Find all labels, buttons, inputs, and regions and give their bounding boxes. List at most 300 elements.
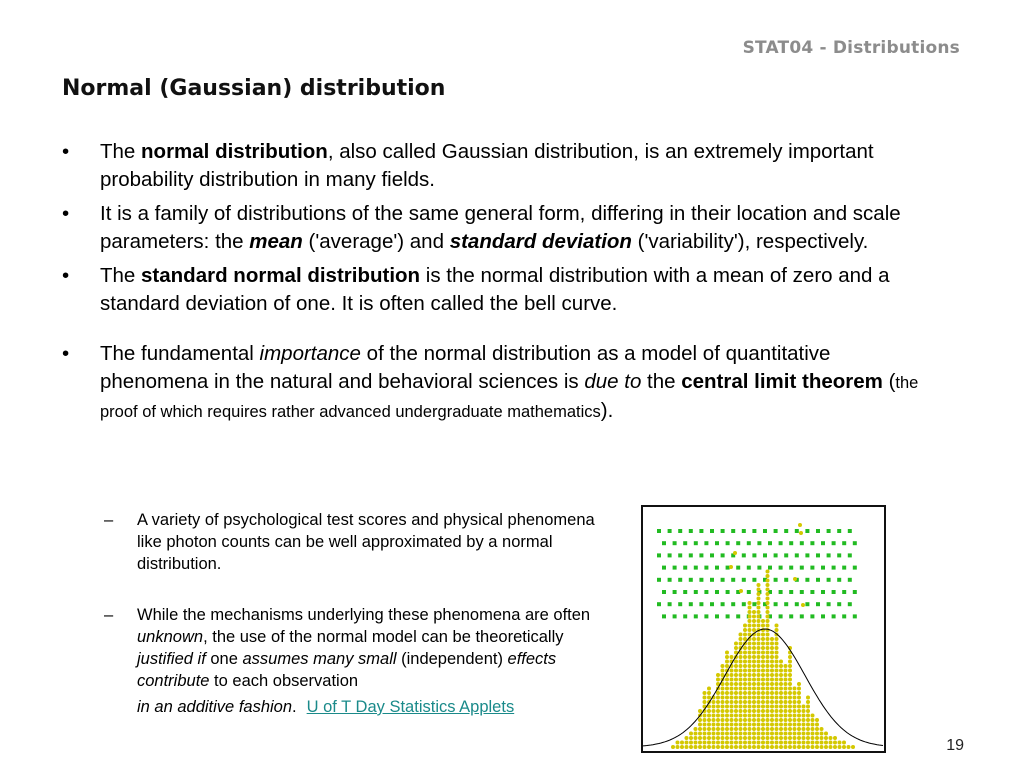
stacked-ball	[766, 624, 770, 628]
stacked-ball	[833, 741, 837, 745]
stacked-ball	[707, 727, 711, 731]
stacked-ball	[766, 570, 770, 574]
stacked-ball	[766, 606, 770, 610]
stacked-ball	[752, 691, 756, 695]
stacked-ball	[775, 736, 779, 740]
peg-dot	[810, 566, 814, 570]
stacked-ball	[811, 723, 815, 727]
stacked-ball	[676, 741, 680, 745]
stacked-ball	[748, 687, 752, 691]
stacked-ball	[703, 727, 707, 731]
stacked-ball	[748, 691, 752, 695]
stacked-ball	[779, 736, 783, 740]
stacked-ball	[788, 664, 792, 668]
stacked-ball	[748, 655, 752, 659]
stacked-ball	[788, 682, 792, 686]
statistics-applets-link[interactable]: U of T Day Statistics Applets	[306, 698, 515, 716]
peg-dot	[832, 541, 836, 545]
bullet-text: the	[641, 370, 682, 393]
stacked-ball	[725, 682, 729, 686]
stacked-ball	[730, 723, 734, 727]
stacked-ball	[757, 583, 761, 587]
stacked-ball	[721, 691, 725, 695]
stacked-ball	[703, 700, 707, 704]
stacked-ball	[748, 628, 752, 632]
stacked-ball	[698, 709, 702, 713]
stacked-ball	[766, 736, 770, 740]
stacked-ball	[766, 727, 770, 731]
stacked-ball	[703, 723, 707, 727]
stacked-ball	[797, 714, 801, 718]
peg-dot	[842, 590, 846, 594]
stacked-ball	[770, 718, 774, 722]
stacked-ball	[788, 691, 792, 695]
peg-dot	[784, 602, 788, 606]
stacked-ball	[752, 655, 756, 659]
stacked-ball	[779, 727, 783, 731]
stacked-ball	[721, 727, 725, 731]
stacked-ball	[779, 682, 783, 686]
stacked-ball	[770, 651, 774, 655]
stacked-ball	[770, 637, 774, 641]
peg-dot	[726, 590, 730, 594]
bullet-bold-term: standard normal distribution	[141, 264, 421, 287]
peg-dot	[752, 602, 756, 606]
stacked-ball	[779, 660, 783, 664]
stacked-ball	[784, 727, 788, 731]
stacked-ball	[766, 619, 770, 623]
peg-dot	[678, 553, 682, 557]
stacked-ball	[797, 718, 801, 722]
peg-dot	[853, 614, 857, 618]
stacked-ball	[734, 700, 738, 704]
stacked-ball	[730, 718, 734, 722]
peg-dot	[848, 553, 852, 557]
stacked-ball	[766, 714, 770, 718]
peg-dot	[721, 602, 725, 606]
peg-dot	[853, 590, 857, 594]
stacked-ball	[775, 637, 779, 641]
peg-dot	[715, 614, 719, 618]
stacked-ball	[806, 732, 810, 736]
stacked-ball	[703, 691, 707, 695]
stacked-ball	[757, 597, 761, 601]
stacked-ball	[775, 687, 779, 691]
stacked-ball	[761, 741, 765, 745]
stacked-ball	[788, 745, 792, 749]
peg-dot	[736, 541, 740, 545]
stacked-ball	[779, 678, 783, 682]
peg-dot	[704, 541, 708, 545]
peg-dot	[757, 541, 761, 545]
stacked-ball	[707, 718, 711, 722]
stacked-ball	[712, 714, 716, 718]
stacked-ball	[698, 741, 702, 745]
peg-dot	[752, 553, 756, 557]
stacked-ball	[770, 687, 774, 691]
stacked-ball	[806, 736, 810, 740]
stacked-ball	[761, 723, 765, 727]
stacked-ball	[779, 705, 783, 709]
stacked-ball	[703, 718, 707, 722]
peg-dot	[853, 541, 857, 545]
stacked-ball	[838, 741, 842, 745]
stacked-ball	[752, 709, 756, 713]
stacked-ball	[730, 682, 734, 686]
stacked-ball	[734, 714, 738, 718]
stacked-ball	[730, 741, 734, 745]
peg-dot	[827, 602, 831, 606]
peg-dot	[848, 529, 852, 533]
galton-board-svg	[643, 507, 884, 751]
stacked-ball	[761, 655, 765, 659]
peg-dot	[837, 553, 841, 557]
stacked-ball	[757, 700, 761, 704]
stacked-ball	[716, 700, 720, 704]
stacked-ball	[680, 745, 684, 749]
peg-dot	[774, 578, 778, 582]
stacked-ball	[797, 691, 801, 695]
stacked-ball	[784, 664, 788, 668]
stacked-ball	[788, 732, 792, 736]
peg-dot	[731, 529, 735, 533]
stacked-ball	[770, 709, 774, 713]
stacked-ball	[793, 696, 797, 700]
stacked-ball	[752, 700, 756, 704]
stacked-ball	[779, 696, 783, 700]
peg-dot	[721, 578, 725, 582]
stacked-ball	[761, 696, 765, 700]
stacked-ball	[721, 687, 725, 691]
stacked-ball	[748, 669, 752, 673]
stacked-ball	[707, 714, 711, 718]
stacked-ball	[725, 718, 729, 722]
sd-term: standard deviation	[449, 230, 632, 253]
peg-dot	[816, 529, 820, 533]
stacked-ball	[761, 705, 765, 709]
peg-dot	[662, 614, 666, 618]
stacked-ball	[757, 678, 761, 682]
small-note: the proof of which requires rather advanced undergraduate mathematics	[100, 374, 919, 421]
peg-dot	[689, 602, 693, 606]
stacked-ball	[757, 718, 761, 722]
stacked-ball	[788, 700, 792, 704]
peg-dot	[731, 578, 735, 582]
stacked-ball	[766, 669, 770, 673]
stacked-ball	[739, 660, 743, 664]
stacked-ball	[766, 664, 770, 668]
stacked-ball	[766, 579, 770, 583]
stacked-ball	[770, 646, 774, 650]
peg-dot	[710, 529, 714, 533]
stacked-ball	[694, 732, 698, 736]
stacked-ball	[779, 673, 783, 677]
stacked-ball	[730, 673, 734, 677]
stacked-ball	[766, 700, 770, 704]
stacked-ball	[779, 714, 783, 718]
stacked-ball	[775, 745, 779, 749]
stacked-ball	[748, 700, 752, 704]
stacked-ball	[775, 732, 779, 736]
stacked-ball	[815, 727, 819, 731]
stacked-ball	[716, 723, 720, 727]
peg-dot	[699, 529, 703, 533]
stacked-ball	[766, 696, 770, 700]
stacked-ball	[784, 718, 788, 722]
stacked-ball	[721, 669, 725, 673]
peg-dot	[816, 553, 820, 557]
stacked-ball	[734, 682, 738, 686]
stacked-ball	[788, 727, 792, 731]
stacked-ball	[802, 723, 806, 727]
stacked-ball	[743, 651, 747, 655]
stacked-ball	[725, 714, 729, 718]
stacked-ball	[748, 714, 752, 718]
stacked-ball	[761, 619, 765, 623]
peg-dot	[784, 578, 788, 582]
peg-dot	[757, 566, 761, 570]
stacked-ball	[775, 646, 779, 650]
peg-dot	[715, 590, 719, 594]
stacked-ball	[784, 732, 788, 736]
stacked-ball	[721, 700, 725, 704]
stacked-ball	[797, 732, 801, 736]
stacked-ball	[770, 741, 774, 745]
stacked-ball	[770, 664, 774, 668]
stacked-ball	[743, 655, 747, 659]
stacked-ball	[788, 709, 792, 713]
stacked-ball	[761, 709, 765, 713]
stacked-ball	[757, 660, 761, 664]
stacked-ball	[743, 660, 747, 664]
stacked-ball	[766, 615, 770, 619]
stacked-ball	[698, 723, 702, 727]
peg-dot	[694, 590, 698, 594]
stacked-ball	[716, 727, 720, 731]
stacked-ball	[757, 633, 761, 637]
peg-dot	[657, 553, 661, 557]
bullet-text: is the normal distribution with a mean of zero and a standard deviation of one. It is often called the bell curve.	[100, 264, 890, 315]
stacked-ball	[761, 637, 765, 641]
bullet-family	[62, 200, 942, 256]
stacked-ball	[770, 642, 774, 646]
stacked-ball	[779, 687, 783, 691]
peg-dot	[848, 602, 852, 606]
stacked-ball	[739, 745, 743, 749]
stacked-ball	[721, 718, 725, 722]
peg-dot	[774, 602, 778, 606]
stacked-ball	[775, 727, 779, 731]
stacked-ball	[815, 723, 819, 727]
peg-dot	[683, 614, 687, 618]
stacked-ball	[761, 660, 765, 664]
stacked-ball	[743, 664, 747, 668]
stacked-ball	[757, 736, 761, 740]
stacked-ball	[806, 714, 810, 718]
stacked-ball	[734, 696, 738, 700]
stacked-ball	[761, 714, 765, 718]
stacked-ball	[757, 696, 761, 700]
stacked-ball	[716, 673, 720, 677]
stacked-ball	[784, 736, 788, 740]
stacked-ball	[766, 709, 770, 713]
stacked-ball	[766, 678, 770, 682]
stacked-ball	[761, 732, 765, 736]
stacked-ball	[757, 714, 761, 718]
stacked-ball	[757, 592, 761, 596]
stacked-ball	[743, 682, 747, 686]
peg-dot	[747, 566, 751, 570]
stacked-ball	[761, 673, 765, 677]
stacked-ball	[748, 606, 752, 610]
stacked-ball	[685, 741, 689, 745]
stacked-ball	[734, 705, 738, 709]
stacked-ball	[811, 745, 815, 749]
peg-dot	[821, 566, 825, 570]
bullet-text: , also called Gaussian distribution, is an extremely important probability distribution in many fields.	[100, 140, 874, 191]
peg-dot	[800, 541, 804, 545]
peg-dot	[810, 541, 814, 545]
stacked-ball	[730, 669, 734, 673]
stacked-ball	[725, 741, 729, 745]
falling-ball	[798, 523, 802, 527]
stacked-ball	[757, 723, 761, 727]
stacked-ball	[797, 709, 801, 713]
stacked-ball	[743, 709, 747, 713]
peg-dot	[694, 541, 698, 545]
dash-marker: –	[104, 511, 114, 529]
stacked-ball	[739, 633, 743, 637]
peg-dot	[662, 590, 666, 594]
assumes-term: assumes many small	[242, 650, 397, 668]
stacked-ball	[793, 736, 797, 740]
stacked-ball	[761, 669, 765, 673]
stacked-ball	[757, 687, 761, 691]
stacked-ball	[725, 727, 729, 731]
stacked-ball	[806, 700, 810, 704]
stacked-ball	[779, 732, 783, 736]
bullet-text: of the normal distribution as a model of quantitative phenomena in the natural and behavioral sciences is	[100, 342, 831, 393]
stacked-ball	[815, 718, 819, 722]
peg-dot	[736, 614, 740, 618]
peg-dot	[774, 529, 778, 533]
stacked-ball	[739, 655, 743, 659]
text-run: one	[205, 650, 243, 668]
bullet-bold-term: normal distribution	[141, 140, 328, 163]
stacked-ball	[757, 588, 761, 592]
stacked-ball	[743, 700, 747, 704]
peg-dot	[779, 614, 783, 618]
peg-dot	[742, 553, 746, 557]
stacked-ball	[793, 723, 797, 727]
stacked-ball	[743, 732, 747, 736]
peg-dot	[827, 578, 831, 582]
stacked-ball	[815, 745, 819, 749]
stacked-ball	[698, 727, 702, 731]
stacked-ball	[761, 718, 765, 722]
stacked-ball	[752, 651, 756, 655]
peg-dot	[678, 529, 682, 533]
peg-dot	[721, 553, 725, 557]
bullet-text: ('average') and	[302, 230, 450, 253]
stacked-ball	[748, 727, 752, 731]
stacked-ball	[743, 628, 747, 632]
page-number: 19	[946, 737, 964, 754]
subbullet-text: A variety of psychological test scores and physical phenomena like photon counts can be well approximated by a normal distribution.	[137, 511, 595, 573]
stacked-ball	[743, 633, 747, 637]
peg-dot	[810, 614, 814, 618]
peg-dot	[816, 578, 820, 582]
peg-dot	[795, 602, 799, 606]
stacked-ball	[707, 709, 711, 713]
stacked-ball	[721, 664, 725, 668]
stacked-ball	[833, 745, 837, 749]
stacked-ball	[752, 732, 756, 736]
stacked-ball	[721, 732, 725, 736]
stacked-ball	[824, 745, 828, 749]
stacked-ball	[707, 741, 711, 745]
stacked-ball	[707, 745, 711, 749]
stacked-ball	[806, 723, 810, 727]
stacked-ball	[766, 642, 770, 646]
stacked-ball	[748, 624, 752, 628]
peg-dot	[683, 566, 687, 570]
stacked-ball	[784, 723, 788, 727]
stacked-ball	[775, 655, 779, 659]
stacked-ball	[716, 696, 720, 700]
peg-dot	[832, 566, 836, 570]
stacked-ball	[788, 736, 792, 740]
additive-term: in an additive fashion	[137, 698, 293, 716]
stacked-ball	[811, 714, 815, 718]
stacked-ball	[752, 637, 756, 641]
stacked-ball	[766, 687, 770, 691]
peg-dot	[842, 566, 846, 570]
stacked-ball	[838, 745, 842, 749]
stacked-ball	[739, 736, 743, 740]
stacked-ball	[784, 678, 788, 682]
peg-dot	[699, 553, 703, 557]
stacked-ball	[739, 642, 743, 646]
stacked-ball	[743, 718, 747, 722]
unknown-term: unknown	[137, 628, 204, 646]
stacked-ball	[775, 718, 779, 722]
stacked-ball	[730, 709, 734, 713]
peg-dot	[668, 578, 672, 582]
stacked-ball	[811, 732, 815, 736]
stacked-ball	[775, 709, 779, 713]
stacked-ball	[734, 669, 738, 673]
stacked-ball	[766, 574, 770, 578]
dash-marker: –	[104, 606, 114, 624]
stacked-ball	[712, 732, 716, 736]
stacked-ball	[761, 678, 765, 682]
stacked-ball	[734, 691, 738, 695]
stacked-ball	[748, 619, 752, 623]
peg-dot	[699, 602, 703, 606]
stacked-ball	[752, 615, 756, 619]
subbullet-mechanisms	[104, 604, 604, 718]
peg-dot	[736, 566, 740, 570]
peg-dot	[668, 529, 672, 533]
peg-dot	[668, 553, 672, 557]
stacked-ball	[721, 741, 725, 745]
stacked-ball	[757, 651, 761, 655]
peg-dot	[837, 602, 841, 606]
stacked-ball	[739, 727, 743, 731]
stacked-ball	[676, 745, 680, 749]
stacked-ball	[784, 745, 788, 749]
